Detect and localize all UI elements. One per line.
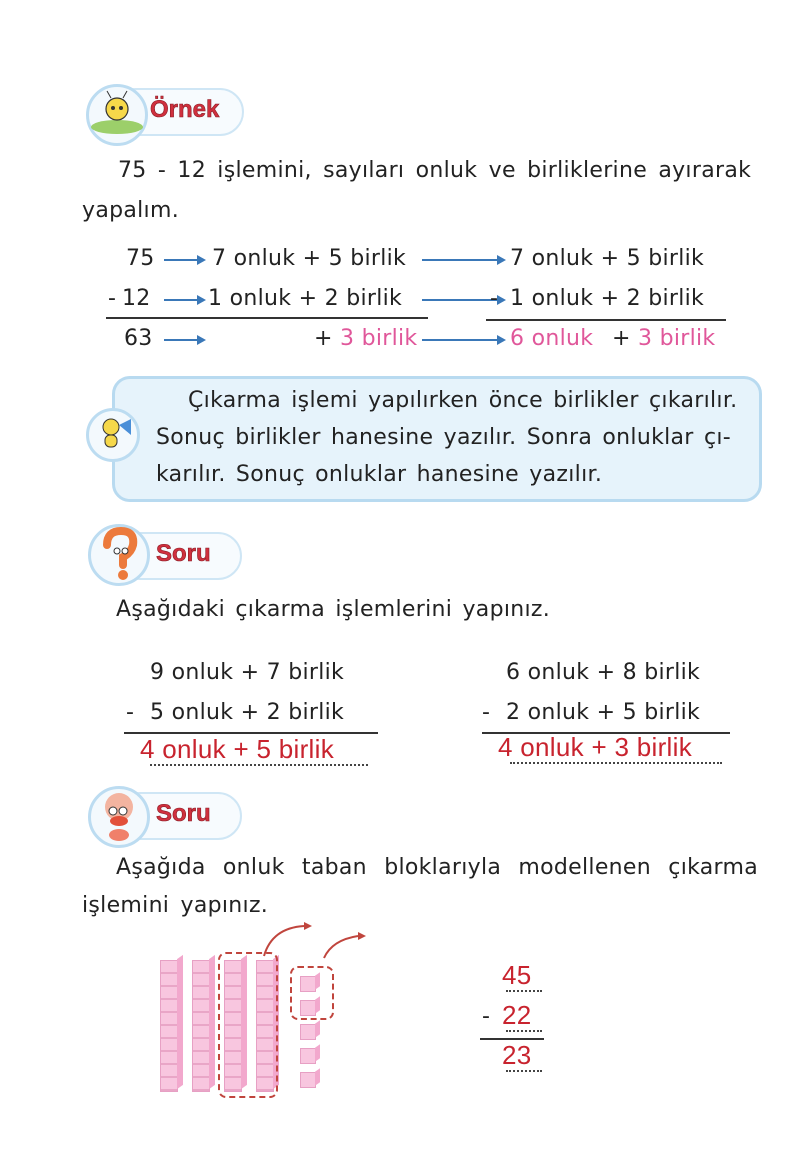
thinking-mascot-icon	[88, 786, 150, 848]
info-line3: karılır. Sonuç onluklar hanesine yazılır.	[156, 462, 603, 487]
left-row1-number: 75	[126, 246, 155, 271]
problem-b-answer-blank	[510, 762, 722, 764]
right-sum-line	[486, 319, 726, 321]
problem-b-top: 6 onluk + 8 birlik	[506, 660, 701, 685]
ten-rod	[192, 960, 210, 1092]
problem-b-answer[interactable]: 4 onluk + 3 birlik	[498, 732, 693, 762]
left-row3-plus: +	[314, 326, 333, 351]
info-line1: Çıkarma işlemi yapılırken önce birlikler çıkarılır.	[188, 388, 738, 413]
problem-b-bottom: 2 onluk + 5 birlik	[506, 700, 701, 725]
example-intro-line1: 75 - 12 işlemini, sayıları onluk ve birliklerine ayırarak	[118, 158, 752, 183]
subtraction-operator: -	[482, 1004, 491, 1029]
one-cube	[300, 1072, 316, 1088]
left-row3-result: 3 birlik	[340, 326, 418, 351]
problem-a-top: 9 onluk + 7 birlik	[150, 660, 345, 685]
ten-rod	[160, 960, 178, 1092]
arrow-icon	[164, 299, 204, 301]
right-row3-ones: 3 birlik	[638, 326, 716, 351]
question-mark-mascot-icon	[88, 524, 150, 586]
one-cube	[300, 1024, 316, 1040]
right-row2-operator: -	[490, 286, 499, 311]
difference-answer[interactable]: 23	[502, 1040, 532, 1070]
left-row2-decomposition: 1 onluk + 2 birlik	[208, 286, 403, 311]
arrow-icon	[164, 339, 204, 341]
right-row3-plus: +	[612, 326, 631, 351]
problem-a-operator: -	[126, 700, 135, 725]
problem-a-bottom: 5 onluk + 2 birlik	[150, 700, 345, 725]
arrow-icon	[164, 259, 204, 261]
info-line2: Sonuç birlikler hanesine yazılır. Sonra onluklar çı-	[156, 425, 731, 450]
question1-prompt: Aşağıdaki çıkarma işlemlerini yapınız.	[116, 597, 551, 622]
question2-badge-label: Soru	[156, 800, 211, 827]
minuend-answer[interactable]: 45	[502, 960, 532, 990]
problem-a-answer[interactable]: 4 onluk + 5 birlik	[140, 734, 335, 764]
question1-badge-label: Soru	[156, 540, 211, 567]
removed-tens-box	[218, 952, 278, 1098]
removal-arrow-icon	[258, 922, 378, 962]
right-row3-tens: 6 onluk	[510, 326, 594, 351]
bee-mascot-icon	[86, 84, 148, 146]
left-row2-number: 12	[122, 286, 151, 311]
problem-a-answer-blank	[150, 764, 368, 766]
example-intro-line2: yapalım.	[82, 198, 179, 223]
question2-prompt-line2: işlemini yapınız.	[82, 893, 269, 918]
right-row1: 7 onluk + 5 birlik	[510, 246, 705, 271]
difference-blank	[506, 1070, 542, 1072]
right-row2: 1 onluk + 2 birlik	[510, 286, 705, 311]
subtrahend-answer[interactable]: 22	[502, 1000, 532, 1030]
removed-ones-box	[290, 966, 334, 1020]
arrow-icon	[422, 259, 504, 261]
left-row3-number: 63	[124, 326, 153, 351]
left-row1-decomposition: 7 onluk + 5 birlik	[212, 246, 407, 271]
problem-b-operator: -	[482, 700, 491, 725]
one-cube	[300, 1048, 316, 1064]
example-badge-label: Örnek	[150, 96, 220, 123]
megaphone-bee-icon	[86, 408, 140, 462]
arrow-icon	[422, 339, 504, 341]
left-sum-line	[106, 317, 428, 319]
left-row2-operator: -	[108, 286, 117, 311]
minuend-blank	[506, 990, 542, 992]
question2-prompt-line1: Aşağıda onluk taban bloklarıyla modellenen çıkarma	[116, 855, 759, 880]
subtrahend-blank	[506, 1030, 542, 1032]
